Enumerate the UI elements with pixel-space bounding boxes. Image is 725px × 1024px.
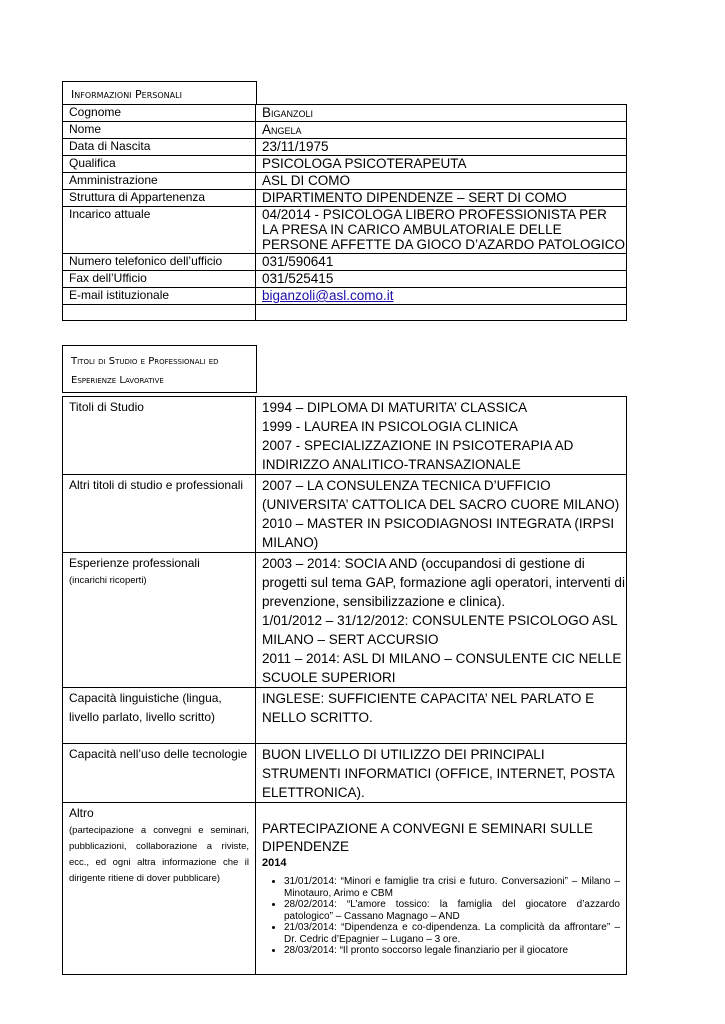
section-title-personal: Informazioni Personali xyxy=(71,88,182,101)
section-title-studies-line2: Esperienze Lavorative xyxy=(71,375,164,386)
row-value: INGLESE: SUFFICIENTE CAPACITA’ NEL PARLATO E NELLO SCRITTO. xyxy=(256,688,627,744)
table-row xyxy=(63,207,627,254)
list-item: • 28/02/2014: “L’amore tossico: la famiglia del giocatore d’azzardo patologico” – Cassano Magnago – AND xyxy=(284,899,626,922)
event-list xyxy=(262,876,626,957)
list-item: • 31/01/2014: “Minori e famiglie tra crisi e futuro. Conversazioni” – Milano – Minotauro, Arimo e CBM xyxy=(284,876,626,899)
row-value: 031/590641 xyxy=(256,254,627,271)
row-value: DIPARTIMENTO DIPENDENZE – SERT DI COMO xyxy=(256,190,627,207)
row-value xyxy=(256,475,627,553)
titoli-line: 1999 - LAUREA IN PSICOLOGIA CLINICA xyxy=(262,419,518,434)
row-value: Biganzoli xyxy=(256,105,627,122)
table-row xyxy=(63,122,627,139)
row-label: Titoli di Studio xyxy=(63,397,256,475)
row-value xyxy=(256,397,627,475)
altro-heading: PARTECIPAZIONE A CONVEGNI E SEMINARI SULLE DIPENDENZE xyxy=(262,821,593,854)
section-header-personal xyxy=(62,81,257,105)
table-row xyxy=(63,190,627,207)
table-row xyxy=(63,475,627,553)
row-label: Data di Nascita xyxy=(63,139,256,156)
row-value xyxy=(256,803,627,975)
row-label: Nome xyxy=(63,122,256,139)
section-header-studies xyxy=(62,345,257,393)
table-row xyxy=(63,139,627,156)
table-row xyxy=(63,744,627,803)
studies-table xyxy=(62,396,627,975)
titoli-line: 1994 – DIPLOMA DI MATURITA’ CLASSICA xyxy=(262,400,528,415)
row-value: PSICOLOGA PSICOTERAPEUTA xyxy=(256,156,627,173)
email-cell xyxy=(256,288,627,305)
section-title-studies-line1: Titoli di Studio e Professionali ed xyxy=(71,356,219,367)
row-label: Numero telefonico dell’ufficio xyxy=(63,254,256,271)
row-label: Capacità linguistiche (lingua, livello parlato, livello scritto) xyxy=(63,688,256,744)
empty-cell xyxy=(63,305,256,321)
email-link[interactable]: biganzoli@asl.como.it xyxy=(262,288,394,303)
esperienze-line: 2011 – 2014: ASL DI MILANO – CONSULENTE CIC NELLE SCUOLE SUPERIORI xyxy=(262,651,622,685)
table-row xyxy=(63,288,627,305)
row-label xyxy=(63,553,256,688)
row-value: ASL DI COMO xyxy=(256,173,627,190)
row-value: BUON LIVELLO DI UTILIZZO DEI PRINCIPALI STRUMENTI INFORMATICI (OFFICE, INTERNET, POSTA ELETTRONICA). xyxy=(256,744,627,803)
row-value: 04/2014 - PSICOLOGA LIBERO PROFESSIONISTA PER LA PRESA IN CARICO AMBULATORIALE DELLE PERSONE AFFETTE DA GIOCO D’AZARDO PATOLOGICO xyxy=(256,207,627,254)
row-label xyxy=(63,803,256,975)
row-value: 23/11/1975 xyxy=(256,139,627,156)
row-value: 031/525415 xyxy=(256,271,627,288)
row-label: Altri titoli di studio e professionali xyxy=(63,475,256,553)
table-row xyxy=(63,105,627,122)
altro-label: Altro xyxy=(69,806,94,820)
esperienze-line: 2003 – 2014: SOCIA AND (occupandosi di gestione di progetti sul tema GAP, formazione agli operatori, interventi di prevenzione, sensibilizzazione e clinica). xyxy=(262,556,625,609)
table-row xyxy=(63,688,627,744)
row-label: E-mail istituzionale xyxy=(63,288,256,305)
esperienze-line: 1/01/2012 – 31/12/2012: CONSULENTE PSICOLOGO ASL MILANO – SERT ACCURSIO xyxy=(262,613,618,647)
altri-line: 2010 – MASTER IN PSICODIAGNOSI INTEGRATA (IRPSI MILANO) xyxy=(262,516,615,550)
personal-info-table xyxy=(62,104,627,321)
table-row xyxy=(63,156,627,173)
row-label: Capacità nell’uso delle tecnologie xyxy=(63,744,256,803)
table-row xyxy=(63,397,627,475)
titoli-line: 2007 - SPECIALIZZAZIONE IN PSICOTERAPIA AD INDIRIZZO ANALITICO-TRANSAZIONALE xyxy=(262,438,574,472)
row-value xyxy=(256,553,627,688)
empty-cell xyxy=(256,305,627,321)
table-row xyxy=(63,803,627,975)
altro-sub: (partecipazione a convegni e seminari, pubblicazioni, collaborazione a riviste, ecc., ed ogni altra informazione che il dirigente ritiene di dover pubblicare) xyxy=(69,825,249,884)
table-row xyxy=(63,173,627,190)
esperienze-sub: (incarichi ricoperti) xyxy=(69,575,147,586)
list-item: • 21/03/2014: “Dipendenza e co-dipendenza. La complicità da affrontare” – Dr. Cedric d’Epagnier – Lugano – 3 ore. xyxy=(284,922,626,945)
row-label: Fax dell’Ufficio xyxy=(63,271,256,288)
row-label: Struttura di Appartenenza xyxy=(63,190,256,207)
row-label: Incarico attuale xyxy=(63,207,256,254)
row-label: Amministrazione xyxy=(63,173,256,190)
table-row xyxy=(63,271,627,288)
row-label: Qualifica xyxy=(63,156,256,173)
altro-year: 2014 xyxy=(262,857,287,869)
list-item: • 28/03/2014: “Il pronto soccorso legale finanziario per il giocatore xyxy=(284,945,626,957)
table-row xyxy=(63,254,627,271)
row-value: Angela xyxy=(256,122,627,139)
altri-line: 2007 – LA CONSULENZA TECNICA D’UFFICIO (UNIVERSITA’ CATTOLICA DEL SACRO CUORE MILANO) xyxy=(262,478,620,512)
esperienze-label: Esperienze professionali xyxy=(69,556,200,570)
row-label: Cognome xyxy=(63,105,256,122)
table-row-empty xyxy=(63,305,627,321)
table-row xyxy=(63,553,627,688)
